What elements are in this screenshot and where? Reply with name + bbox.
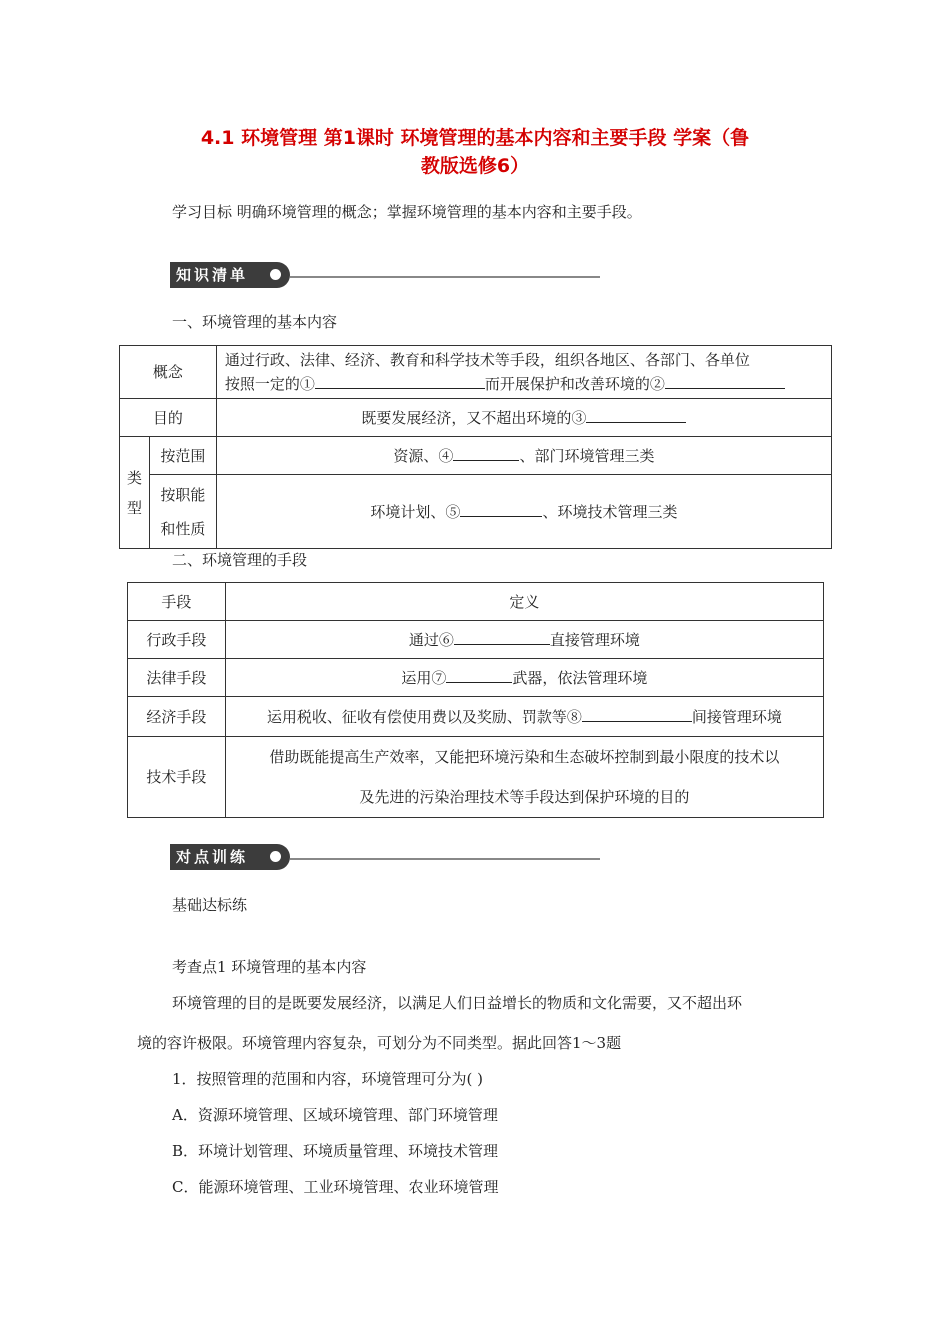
admin-text: 直接管理环境 <box>549 631 640 649</box>
type-label-char: 类 <box>126 468 142 487</box>
option-b[interactable]: B．环境计划管理、环境质量管理、环境技术管理 <box>172 1142 499 1160</box>
concept-text-part: 按照一定的① <box>224 375 315 393</box>
table-row <box>128 621 824 659</box>
purpose-label: 目的 <box>120 399 217 437</box>
concept-label: 概念 <box>120 346 217 399</box>
law-text: 运用⑦ <box>401 669 447 687</box>
blank-6[interactable] <box>454 628 550 645</box>
admin-text: 通过⑥ <box>408 631 454 649</box>
paragraph-line-1: 环境管理的目的是既要发展经济，以满足人们日益增长的物质和文化需要，又不超出环 <box>172 994 743 1012</box>
law-cell <box>225 659 823 697</box>
option-c[interactable]: C．能源环境管理、工业环境管理、农业环境管理 <box>172 1178 499 1196</box>
type-label-char: 型 <box>126 498 142 517</box>
table-row <box>120 346 832 399</box>
tech-label: 技术手段 <box>128 737 226 818</box>
banner-rule <box>290 276 600 278</box>
tech-text-line-2: 及先进的污染治理技术等手段达到保护环境的目的 <box>359 788 690 806</box>
admin-label: 行政手段 <box>128 621 226 659</box>
option-a[interactable]: A．资源环境管理、区域环境管理、部门环境管理 <box>172 1106 498 1124</box>
concept-text-part: 而开展保护和改善环境的② <box>484 375 665 393</box>
banner-label: 知识清单 <box>170 262 290 288</box>
econ-label: 经济手段 <box>128 697 226 737</box>
blank-5[interactable] <box>460 500 542 517</box>
concept-text-line-2 <box>225 372 823 396</box>
practice-heading: 基础达标练 <box>172 896 248 914</box>
concept-text-line-1: 通过行政、法律、经济、教育和科学技术等手段，组织各地区、各部门、各单位 <box>224 351 750 369</box>
blank-1[interactable] <box>315 372 485 389</box>
range-text: 资源、④ <box>393 447 454 465</box>
econ-cell <box>225 697 823 737</box>
paragraph-line-2: 境的容许极限。环境管理内容复杂，可划分为不同类型。据此回答1～3题 <box>137 1034 622 1052</box>
blank-7[interactable] <box>446 666 512 683</box>
bullet-dot-icon <box>270 269 281 280</box>
table-row <box>128 583 824 621</box>
table-row <box>128 737 824 818</box>
econ-text: 间接管理环境 <box>691 708 782 726</box>
blank-4[interactable] <box>453 444 519 461</box>
function-cell <box>216 475 831 549</box>
range-text: 、部门环境管理三类 <box>519 447 655 465</box>
table-row <box>120 399 832 437</box>
range-cell <box>216 437 831 475</box>
banner-label: 对点训练 <box>170 844 290 870</box>
blank-2[interactable] <box>665 372 785 389</box>
purpose-text: 既要发展经济，又不超出环境的③ <box>361 409 587 427</box>
methods-table <box>127 582 824 818</box>
table-row <box>120 437 832 475</box>
tech-text-line-1: 借助既能提高生产效率，又能把环境污染和生态破坏控制到最小限度的技术以 <box>269 748 780 766</box>
basic-content-table <box>119 345 832 549</box>
range-label: 按范围 <box>149 437 216 475</box>
header-method: 手段 <box>128 583 226 621</box>
function-text: 环境计划、⑤ <box>370 503 461 521</box>
function-label-line: 按职能 <box>160 485 206 504</box>
purpose-cell <box>216 399 831 437</box>
question-1: 1．按照管理的范围和内容，环境管理可分为( ) <box>172 1070 484 1088</box>
header-definition: 定义 <box>225 583 823 621</box>
document-title <box>130 124 820 180</box>
law-label: 法律手段 <box>128 659 226 697</box>
title-line-2: 教版选修6） <box>420 155 530 177</box>
concept-cell <box>216 346 831 399</box>
econ-text: 运用税收、征收有偿使用费以及奖励、罚款等⑧ <box>266 708 582 726</box>
law-text: 武器，依法管理环境 <box>512 669 648 687</box>
table-row <box>128 659 824 697</box>
learning-objective: 学习目标 明确环境管理的概念；掌握环境管理的基本内容和主要手段。 <box>172 203 642 221</box>
table-row <box>120 475 832 549</box>
bullet-dot-icon <box>270 851 281 862</box>
function-label-line: 和性质 <box>160 519 206 538</box>
admin-cell <box>225 621 823 659</box>
section-heading-content: 一、环境管理的基本内容 <box>172 313 338 331</box>
function-label <box>149 475 216 549</box>
tech-cell <box>225 737 823 818</box>
section-heading-methods: 二、环境管理的手段 <box>172 551 308 569</box>
title-line-1: 4.1 环境管理 第1课时 环境管理的基本内容和主要手段 学案（鲁 <box>200 127 750 149</box>
type-label <box>120 437 150 549</box>
checkpoint-heading: 考查点1 环境管理的基本内容 <box>172 958 367 976</box>
table-row <box>128 697 824 737</box>
blank-3[interactable] <box>586 406 686 423</box>
blank-8[interactable] <box>582 705 692 722</box>
function-text: 、环境技术管理三类 <box>542 503 678 521</box>
banner-rule <box>290 858 600 860</box>
